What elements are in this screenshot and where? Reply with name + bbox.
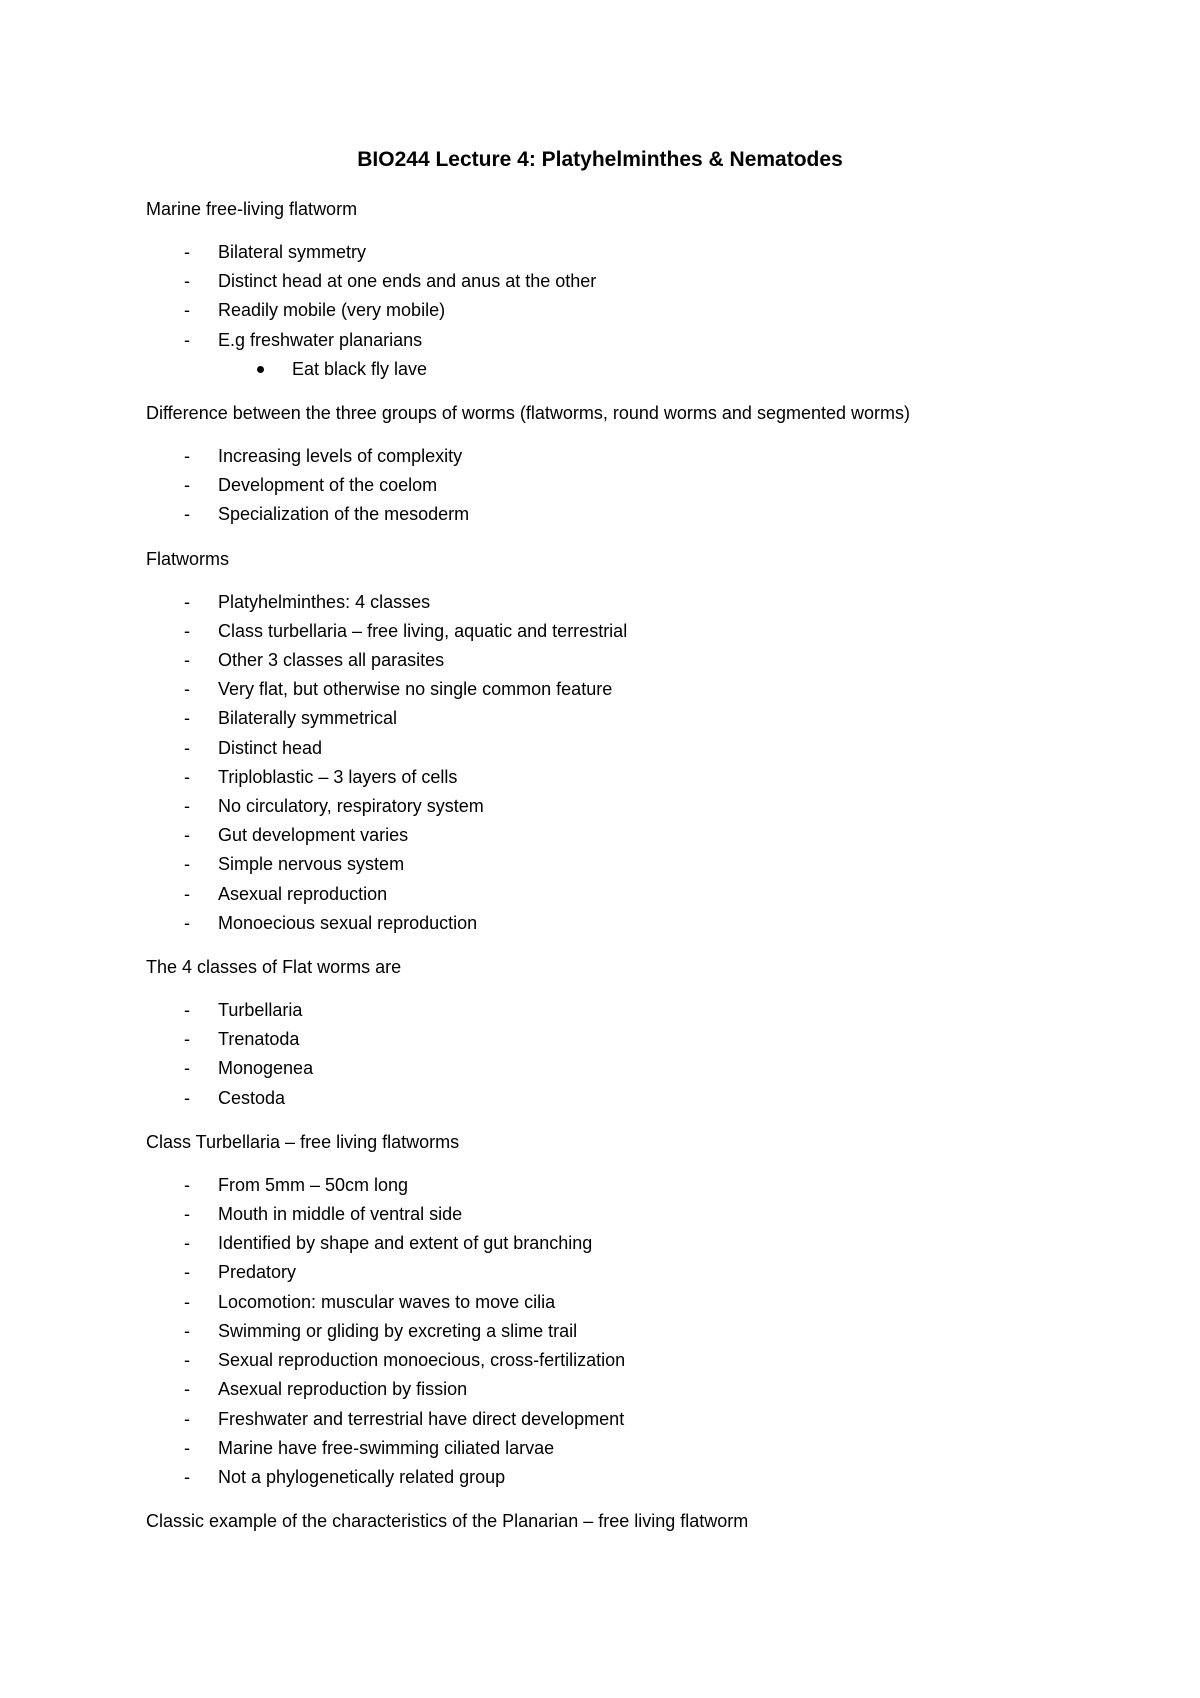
- dash-marker: -: [184, 1466, 190, 1487]
- list-item: - Class turbellaria – free living, aquatic and terrestrial: [146, 617, 1100, 646]
- section-four-classes: [146, 953, 1100, 1113]
- dash-marker: -: [184, 1408, 190, 1429]
- list-item: - Simple nervous system: [146, 850, 1100, 879]
- list-item: - Readily mobile (very mobile): [146, 296, 1100, 325]
- list-item: - Trenatoda: [146, 1025, 1100, 1054]
- list-item: - Sexual reproduction monoecious, cross-fertilization: [146, 1346, 1100, 1375]
- dash-marker: -: [184, 504, 190, 525]
- dash-marker: -: [184, 912, 190, 933]
- list-item: - Cestoda: [146, 1084, 1100, 1113]
- dash-marker: -: [184, 1262, 190, 1283]
- section-heading: The 4 classes of Flat worms are: [146, 957, 402, 978]
- section-flatworms: [146, 545, 1100, 938]
- list-item: - Predatory: [146, 1258, 1100, 1287]
- dash-list: [146, 1171, 1100, 1492]
- dash-marker: -: [184, 679, 190, 700]
- section-worm-differences: [146, 399, 1100, 530]
- bullet-icon: [257, 366, 264, 373]
- dash-marker: -: [184, 1320, 190, 1341]
- dash-marker: -: [184, 1000, 190, 1021]
- dash-list: [146, 996, 1100, 1113]
- list-item: - Freshwater and terrestrial have direct development: [146, 1405, 1100, 1434]
- list-item: - Turbellaria: [146, 996, 1100, 1025]
- list-item: - Distinct head at one ends and anus at the other: [146, 267, 1100, 296]
- dash-marker: -: [184, 1029, 190, 1050]
- list-item: - Increasing levels of complexity: [146, 442, 1100, 471]
- dash-marker: -: [184, 591, 190, 612]
- dash-marker: -: [184, 708, 190, 729]
- list-item: - Identified by shape and extent of gut branching: [146, 1229, 1100, 1258]
- sub-list-item: Eat black fly lave: [146, 355, 1100, 384]
- list-item: - Distinct head: [146, 734, 1100, 763]
- dash-marker: -: [184, 1437, 190, 1458]
- section-heading: Marine free-living flatworm: [146, 199, 358, 219]
- list-item: - No circulatory, respiratory system: [146, 792, 1100, 821]
- list-item: - Development of the coelom: [146, 471, 1100, 500]
- section-heading: Flatworms: [146, 548, 230, 569]
- dash-marker: -: [184, 300, 190, 321]
- section-marine-flatworm: [146, 195, 1100, 384]
- dash-marker: -: [184, 446, 190, 467]
- list-item: - Very flat, but otherwise no single common feature: [146, 675, 1100, 704]
- page-title: BIO244 Lecture 4: Platyhelminthes & Nematodes: [357, 148, 843, 171]
- dash-marker: -: [184, 329, 190, 350]
- list-item: - Marine have free-swimming ciliated larvae: [146, 1434, 1100, 1463]
- dash-list: [146, 442, 1100, 530]
- list-item: - Asexual reproduction by fission: [146, 1375, 1100, 1404]
- list-item: - Bilaterally symmetrical: [146, 704, 1100, 733]
- list-item: - Swimming or gliding by excreting a slime trail: [146, 1317, 1100, 1346]
- list-item: - Triploblastic – 3 layers of cells: [146, 763, 1100, 792]
- list-item: - Monoecious sexual reproduction: [146, 909, 1100, 938]
- section-heading: Class Turbellaria – free living flatworms: [146, 1131, 460, 1152]
- section-heading: Classic example of the characteristics of the Planarian – free living flatworm: [146, 1511, 749, 1532]
- list-item: - Asexual reproduction: [146, 880, 1100, 909]
- list-item: - Monogenea: [146, 1054, 1100, 1083]
- dash-marker: -: [184, 620, 190, 641]
- dash-marker: -: [184, 883, 190, 904]
- dash-marker: -: [184, 1087, 190, 1108]
- list-item: - Mouth in middle of ventral side: [146, 1200, 1100, 1229]
- dash-marker: -: [184, 737, 190, 758]
- dash-marker: -: [184, 796, 190, 817]
- dash-marker: -: [184, 650, 190, 671]
- list-item: - Locomotion: muscular waves to move cilia: [146, 1288, 1100, 1317]
- dash-marker: -: [184, 242, 190, 262]
- list-item: - Bilateral symmetry: [146, 238, 1100, 267]
- section-planarian-example: [146, 1507, 1100, 1536]
- list-item: - Not a phylogenetically related group: [146, 1463, 1100, 1492]
- dash-marker: -: [184, 1350, 190, 1371]
- dash-marker: -: [184, 1174, 190, 1195]
- list-item: - Specialization of the mesoderm: [146, 500, 1100, 529]
- dash-marker: -: [184, 766, 190, 787]
- dash-marker: -: [184, 1204, 190, 1225]
- dash-marker: -: [184, 475, 190, 496]
- dash-marker: -: [184, 1291, 190, 1312]
- dash-marker: -: [184, 1058, 190, 1079]
- dash-list: [146, 238, 1100, 384]
- list-item: - From 5mm – 50cm long: [146, 1171, 1100, 1200]
- dash-marker: -: [184, 825, 190, 846]
- dash-marker: -: [184, 1379, 190, 1400]
- section-class-turbellaria: [146, 1128, 1100, 1492]
- section-heading: Difference between the three groups of worms (flatworms, round worms and segmented worms): [146, 403, 910, 424]
- list-item: - Gut development varies: [146, 821, 1100, 850]
- dash-list: [146, 588, 1100, 938]
- list-item: - Platyhelminthes: 4 classes: [146, 588, 1100, 617]
- list-item: - Other 3 classes all parasites: [146, 646, 1100, 675]
- dash-marker: -: [184, 854, 190, 875]
- dash-marker: -: [184, 271, 190, 292]
- dash-marker: -: [184, 1233, 190, 1254]
- list-item: - E.g freshwater planarians: [146, 326, 1100, 355]
